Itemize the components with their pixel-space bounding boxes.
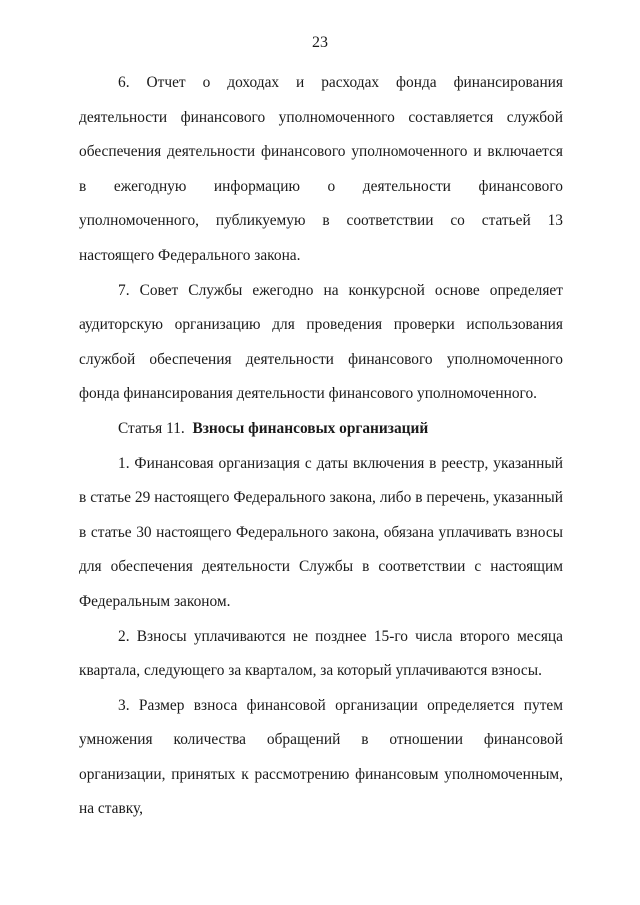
article-paragraph-3: 3. Размер взноса финансовой организации определяется путем умножения количества обращений в отношении финансовой организации, принятых к рассмотрению финансовым уполномоченным, на ставку, [79, 696, 563, 818]
document-body [79, 66, 563, 827]
paragraph-7: 7. Совет Службы ежегодно на конкурсной основе определяет аудиторскую организацию для проведения проверки использования службой обеспечения деятельности финансового уполномоченного фонда финансирования деятельности финансового уполномоченного. [79, 281, 563, 403]
article-paragraph-1: 1. Финансовая организация с даты включения в реестр, указанный в статье 29 настоящего Федерального закона, либо в перечень, указанный в статье 30 настоящего Федерального закона, обязана уплачивать взносы для обеспечения деятельности Службы в соответствии с настоящим Федеральным законом. [79, 454, 563, 610]
page-number: 23 [312, 34, 328, 51]
article-title: Взносы финансовых организаций [192, 419, 429, 437]
article-label: Статья 11. [118, 419, 185, 437]
article-heading [79, 412, 563, 447]
article-paragraph-2: 2. Взносы уплачиваются не позднее 15-го числа второго месяца квартала, следующего за кварталом, за который уплачиваются взносы. [79, 627, 563, 680]
paragraph-6: 6. Отчет о доходах и расходах фонда финансирования деятельности финансового уполномоченного составляется службой обеспечения деятельности финансового уполномоченного и включается в ежегодную информацию о деятельности финансового уполномоченного, публикуемую в соответствии со статьей 13 настоящего Федерального закона. [79, 74, 563, 264]
